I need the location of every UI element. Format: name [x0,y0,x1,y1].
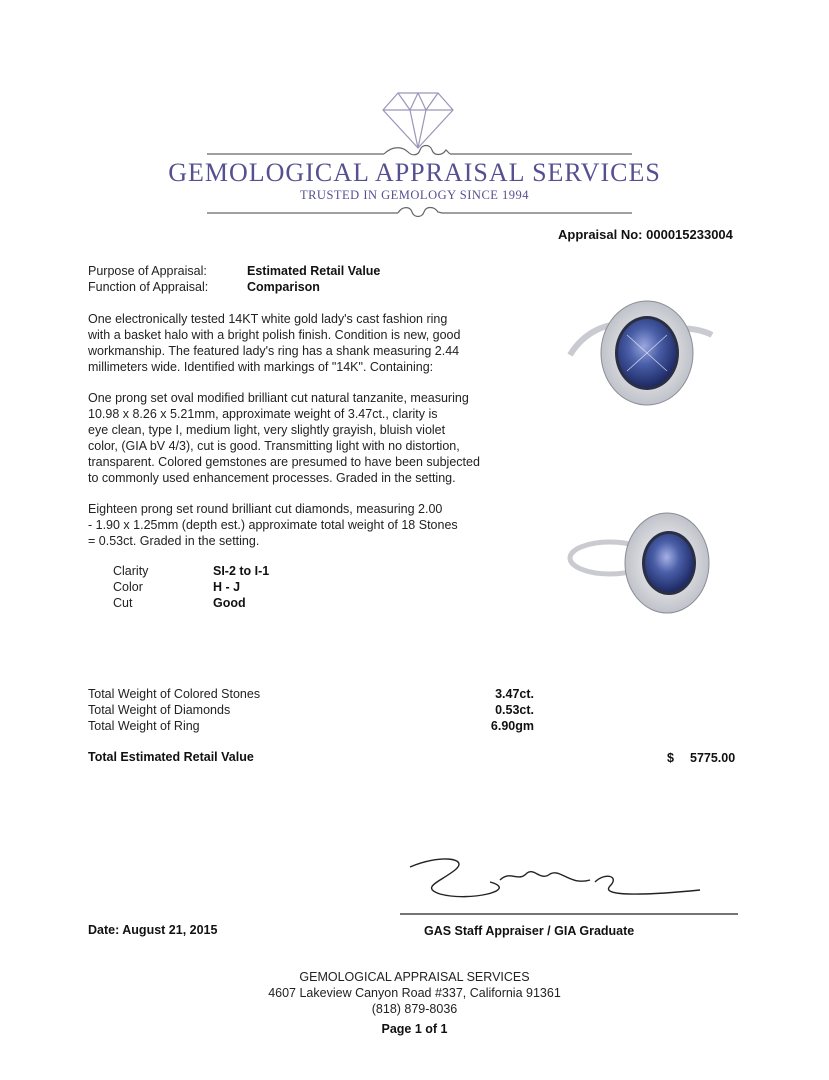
diamond-outline-icon [383,93,453,148]
text-line: with a basket halo with a bright polish finish. Condition is new, good [88,328,461,342]
appraisal-date: Date: August 21, 2015 [88,923,218,937]
spec-label-cut: Cut [113,596,133,610]
total-label-colored-stones: Total Weight of Colored Stones [88,687,261,701]
brand-name: GEMOLOGICAL APPRAISAL SERVICES [168,158,661,187]
text-line: One electronically tested 14KT white gold lady's cast fashion ring [88,312,448,326]
function-value: Comparison [247,280,320,294]
text-line: transparent. Colored gemstones are presumed to have been subjected [88,455,480,469]
total-label-ring: Total Weight of Ring [88,719,200,733]
function-label: Function of Appraisal: [88,280,209,294]
footer-address: 4607 Lakeview Canyon Road #337, California 91361 [268,986,561,1000]
text-line: to commonly used enhancement processes. Graded in the setting. [88,471,456,485]
spec-label-clarity: Clarity [113,564,149,578]
text-line: One prong set oval modified brilliant cut natural tanzanite, measuring [88,391,469,405]
total-label-diamonds: Total Weight of Diamonds [88,703,231,717]
purpose-value: Estimated Retail Value [247,264,381,278]
description-paragraph-3 [88,501,528,549]
total-value-ring: 6.90gm [490,719,534,733]
brand-tagline: TRUSTED IN GEMOLOGY SINCE 1994 [299,188,530,202]
description-paragraph-1 [88,311,528,375]
footer-company: GEMOLOGICAL APPRAISAL SERVICES [299,970,530,984]
spec-value-color: H - J [213,580,241,594]
text-line: 10.98 x 8.26 x 5.21mm, approximate weight of 3.47ct., clarity is [88,407,438,421]
text-line: color, (GIA bV 4/3), cut is good. Transmitting light with no distortion, [88,439,460,453]
spec-label-color: Color [113,580,143,594]
signature-graphic [400,852,745,922]
spec-value-clarity: SI-2 to I-1 [213,564,270,578]
footer-phone: (818) 879-8036 [371,1002,458,1016]
ring-photo-side [565,508,715,620]
total-value-diamonds: 0.53ct. [495,703,534,717]
bottom-ornament-rule [207,208,632,217]
ring-photo-top [565,295,717,410]
text-line: millimeters wide. Identified with markings of "14K". Containing: [88,360,434,374]
signer-title: GAS Staff Appraiser / GIA Graduate [424,924,635,938]
total-value-colored-stones: 3.47ct. [495,687,534,701]
retail-currency: $ [667,751,674,765]
appraisal-number: Appraisal No: 000015233004 [558,227,733,242]
retail-amount: 5775.00 [690,751,736,765]
text-line: workmanship. The featured lady's ring has a shank measuring 2.44 [88,344,460,358]
text-line: Eighteen prong set round brilliant cut diamonds, measuring 2.00 [88,502,443,516]
text-line: eye clean, type I, medium light, very slightly grayish, bluish violet [88,423,446,437]
retail-value-label: Total Estimated Retail Value [88,750,254,764]
text-line: = 0.53ct. Graded in the setting. [88,534,260,548]
text-line: - 1.90 x 1.25mm (depth est.) approximate total weight of 18 Stones [88,518,458,532]
purpose-label: Purpose of Appraisal: [88,264,207,278]
description-paragraph-2 [88,390,528,486]
footer-page-number: Page 1 of 1 [381,1022,448,1036]
spec-value-cut: Good [213,596,246,610]
